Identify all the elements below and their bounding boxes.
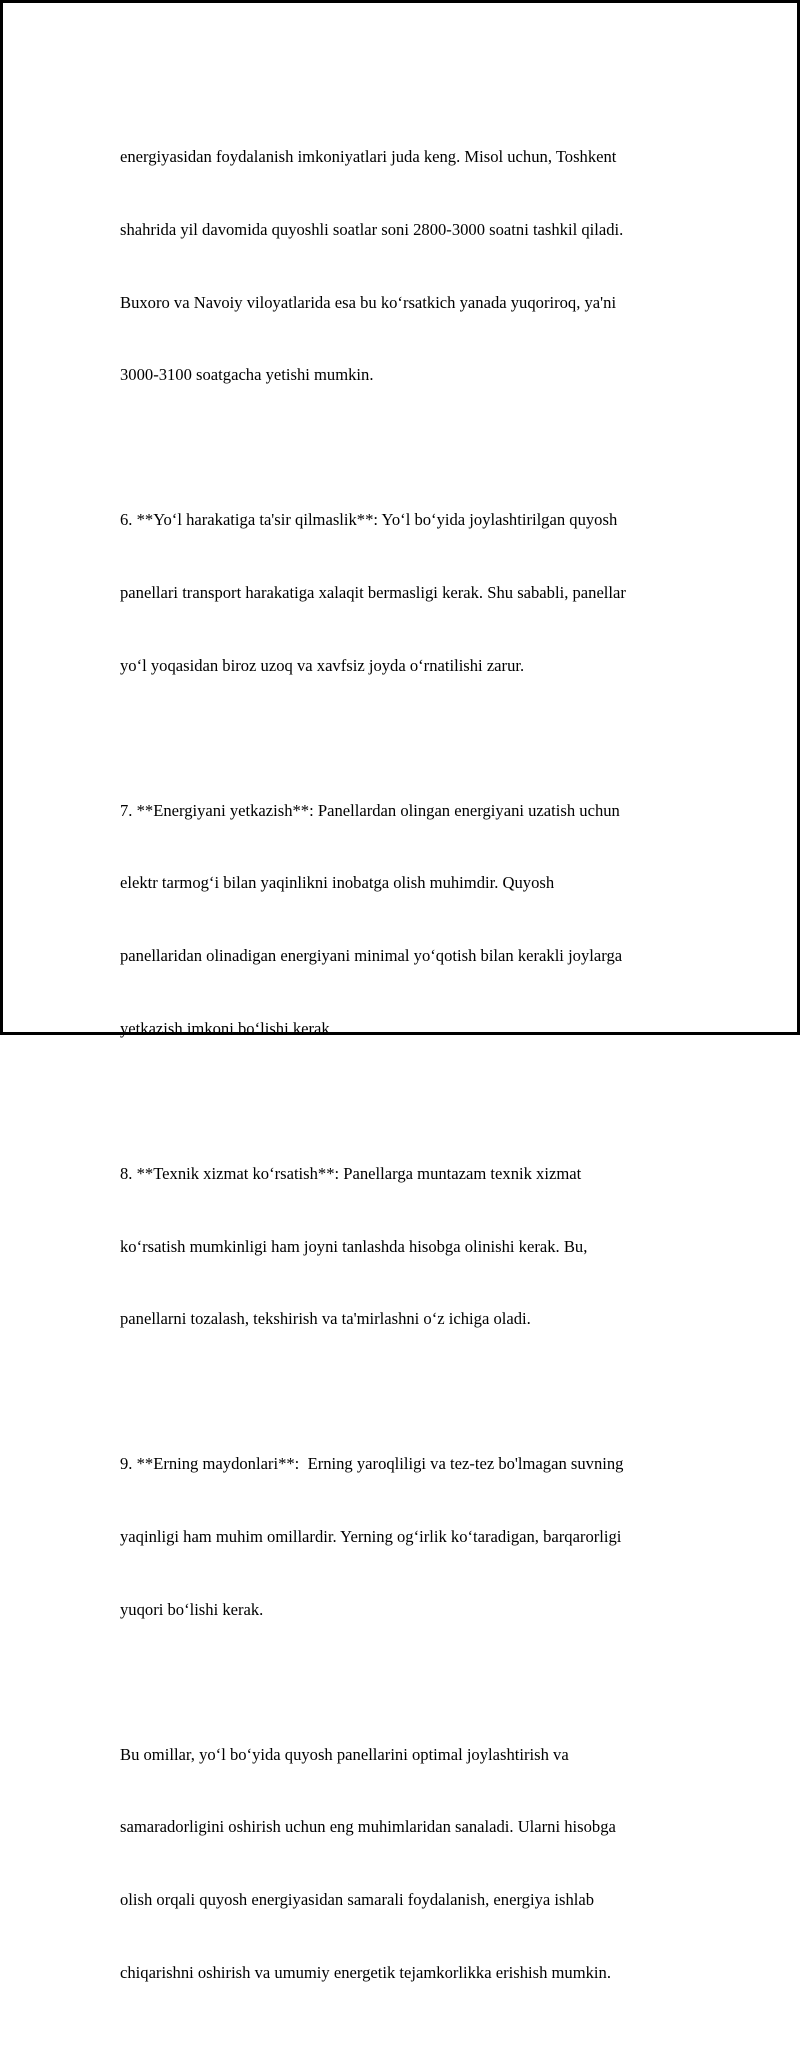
- text-line: ko‘rsatish mumkinligi ham joyni tanlashda hisobga olinishi kerak. Bu,: [120, 1236, 588, 1256]
- document-body: [120, 97, 700, 2057]
- text-line: 9. **Erning maydonlari**: Erning yaroqliligi va tez-tez bo'lmagan suvning: [120, 1454, 624, 1474]
- text-line: 3000-3100 soatgacha yetishi mumkin.: [120, 365, 374, 385]
- text-line: Buxoro va Navoiy viloyatlarida esa bu ko‘rsatkich yanada yuqoriroq, ya'ni: [120, 292, 617, 312]
- text-line: yo‘l yoqasidan biroz uzoq va xavfsiz joyda o‘rnatilishi zarur.: [120, 655, 525, 675]
- text-line: panellaridan olinadigan energiyani minimal yo‘qotish bilan kerakli joylarga: [120, 946, 623, 966]
- text-line: chiqarishni oshirish va umumiy energetik tejamkorlikka erishish mumkin.: [120, 1962, 611, 1982]
- paragraph-item-9: [120, 1404, 700, 1670]
- paragraph-item-7: [120, 750, 700, 1089]
- text-line: 8. **Texnik xizmat ko‘rsatish**: Panellarga muntazam texnik xizmat: [120, 1163, 582, 1183]
- paragraph-item-8: [120, 1113, 700, 1379]
- text-line: shahrida yil davomida quyoshli soatlar soni 2800-3000 soatni tashkil qiladi.: [120, 220, 624, 240]
- text-line: yuqori bo‘lishi kerak.: [120, 1599, 264, 1619]
- text-line: panellari transport harakatiga xalaqit bermasligi kerak. Shu sababli, panellar: [120, 583, 626, 603]
- text-line: Bu omillar, yo‘l bo‘yida quyosh panellarini optimal joylashtirish va: [120, 1744, 569, 1764]
- text-line: samaradorligini oshirish uchun eng muhimlaridan sanaladi. Ularni hisobga: [120, 1817, 616, 1837]
- paragraph-item-6: [120, 460, 700, 726]
- text-line: yetkazish imkoni bo‘lishi kerak.: [120, 1018, 334, 1038]
- text-line: olish orqali quyosh energiyasidan samarali foydalanish, energiya ishlab: [120, 1889, 595, 1909]
- text-line: elektr tarmog‘i bilan yaqinlikni inobatga olish muhimdir. Quyosh: [120, 873, 555, 893]
- text-line: yaqinligi ham muhim omillardir. Yerning og‘irlik ko‘taradigan, barqarorligi: [120, 1526, 622, 1546]
- paragraph-intro-continued: [120, 97, 700, 436]
- text-line: panellarni tozalash, tekshirish va ta'mirlashni o‘z ichiga oladi.: [120, 1309, 531, 1329]
- paragraph-conclusion: [120, 1694, 700, 2033]
- text-line: 7. **Energiyani yetkazish**: Panellardan olingan energiyani uzatish uchun: [120, 800, 620, 820]
- text-line: energiyasidan foydalanish imkoniyatlari juda keng. Misol uchun, Toshkent: [120, 147, 617, 167]
- text-line: 6. **Yo‘l harakatiga ta'sir qilmaslik**: Yo‘l bo‘yida joylashtirilgan quyosh: [120, 510, 618, 530]
